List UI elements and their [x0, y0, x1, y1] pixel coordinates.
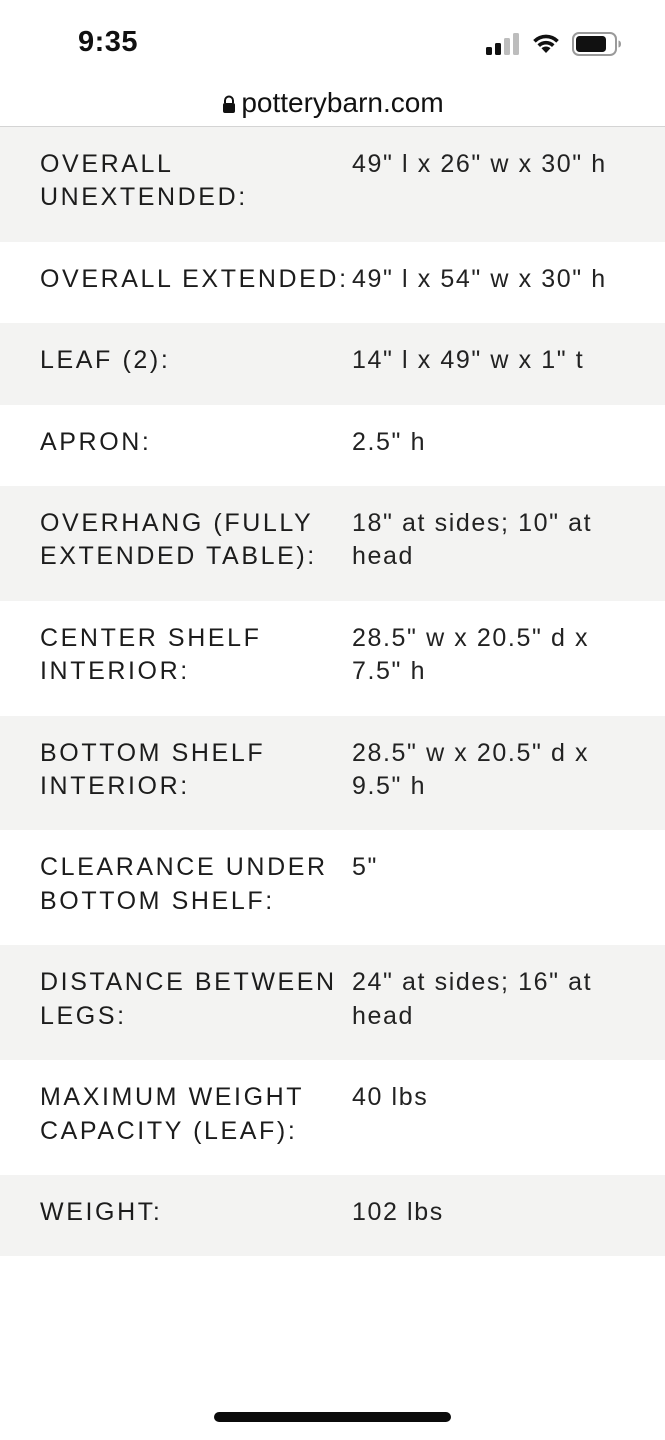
spec-label: APRON: [40, 427, 152, 456]
spec-label: OVERALL EXTENDED: [40, 264, 349, 293]
spec-value: 18" at sides; 10" at head [352, 509, 593, 571]
spec-value: 24" at sides; 16" at head [352, 968, 593, 1030]
spec-row [0, 1175, 665, 1256]
spec-label: OVERALL UNEXTENDED: [40, 150, 248, 212]
dimensions-spec-table [0, 127, 665, 1256]
spec-value: 102 lbs [352, 1197, 444, 1226]
spec-row [0, 830, 665, 945]
spec-label: BOTTOM SHELF INTERIOR: [40, 738, 266, 801]
battery-icon [572, 32, 622, 56]
spec-row [0, 601, 665, 716]
spec-label: CENTER SHELF INTERIOR: [40, 623, 262, 686]
spec-value: 2.5" h [352, 427, 427, 456]
spec-value: 28.5" w x 20.5" d x 9.5" h [352, 738, 590, 801]
wifi-icon [530, 31, 562, 55]
spec-label: LEAF (2): [40, 346, 171, 375]
status-time: 9:35 [78, 26, 139, 58]
spec-value: 49" l x 54" w x 30" h [352, 264, 607, 293]
spec-row [0, 1060, 665, 1175]
lock-icon [221, 95, 237, 113]
url-text[interactable]: potterybarn.com [241, 87, 444, 118]
spec-row [0, 405, 665, 486]
spec-label: WEIGHT: [40, 1197, 163, 1226]
spec-value: 40 lbs [352, 1083, 429, 1112]
spec-label: CLEARANCE UNDER BOTTOM SHELF: [40, 853, 328, 915]
spec-value: 14" l x 49" w x 1" t [352, 346, 585, 375]
spec-row [0, 486, 665, 601]
spec-value: 28.5" w x 20.5" d x 7.5" h [352, 623, 590, 686]
browser-address-bar[interactable] [0, 80, 665, 127]
spec-label: DISTANCE BETWEEN LEGS: [40, 968, 337, 1030]
spec-value: 5" [352, 853, 378, 882]
spec-value: 49" l x 26" w x 30" h [352, 150, 607, 178]
status-bar [0, 0, 665, 80]
home-indicator[interactable] [214, 1412, 451, 1422]
spec-row [0, 945, 665, 1060]
spec-row [0, 242, 665, 323]
spec-row [0, 323, 665, 404]
cellular-signal-icon [486, 33, 520, 55]
spec-row [0, 716, 665, 831]
spec-label: OVERHANG (FULLY EXTENDED TABLE): [40, 509, 317, 571]
spec-label: MAXIMUM WEIGHT CAPACITY (LEAF): [40, 1083, 304, 1145]
spec-row [0, 127, 665, 242]
